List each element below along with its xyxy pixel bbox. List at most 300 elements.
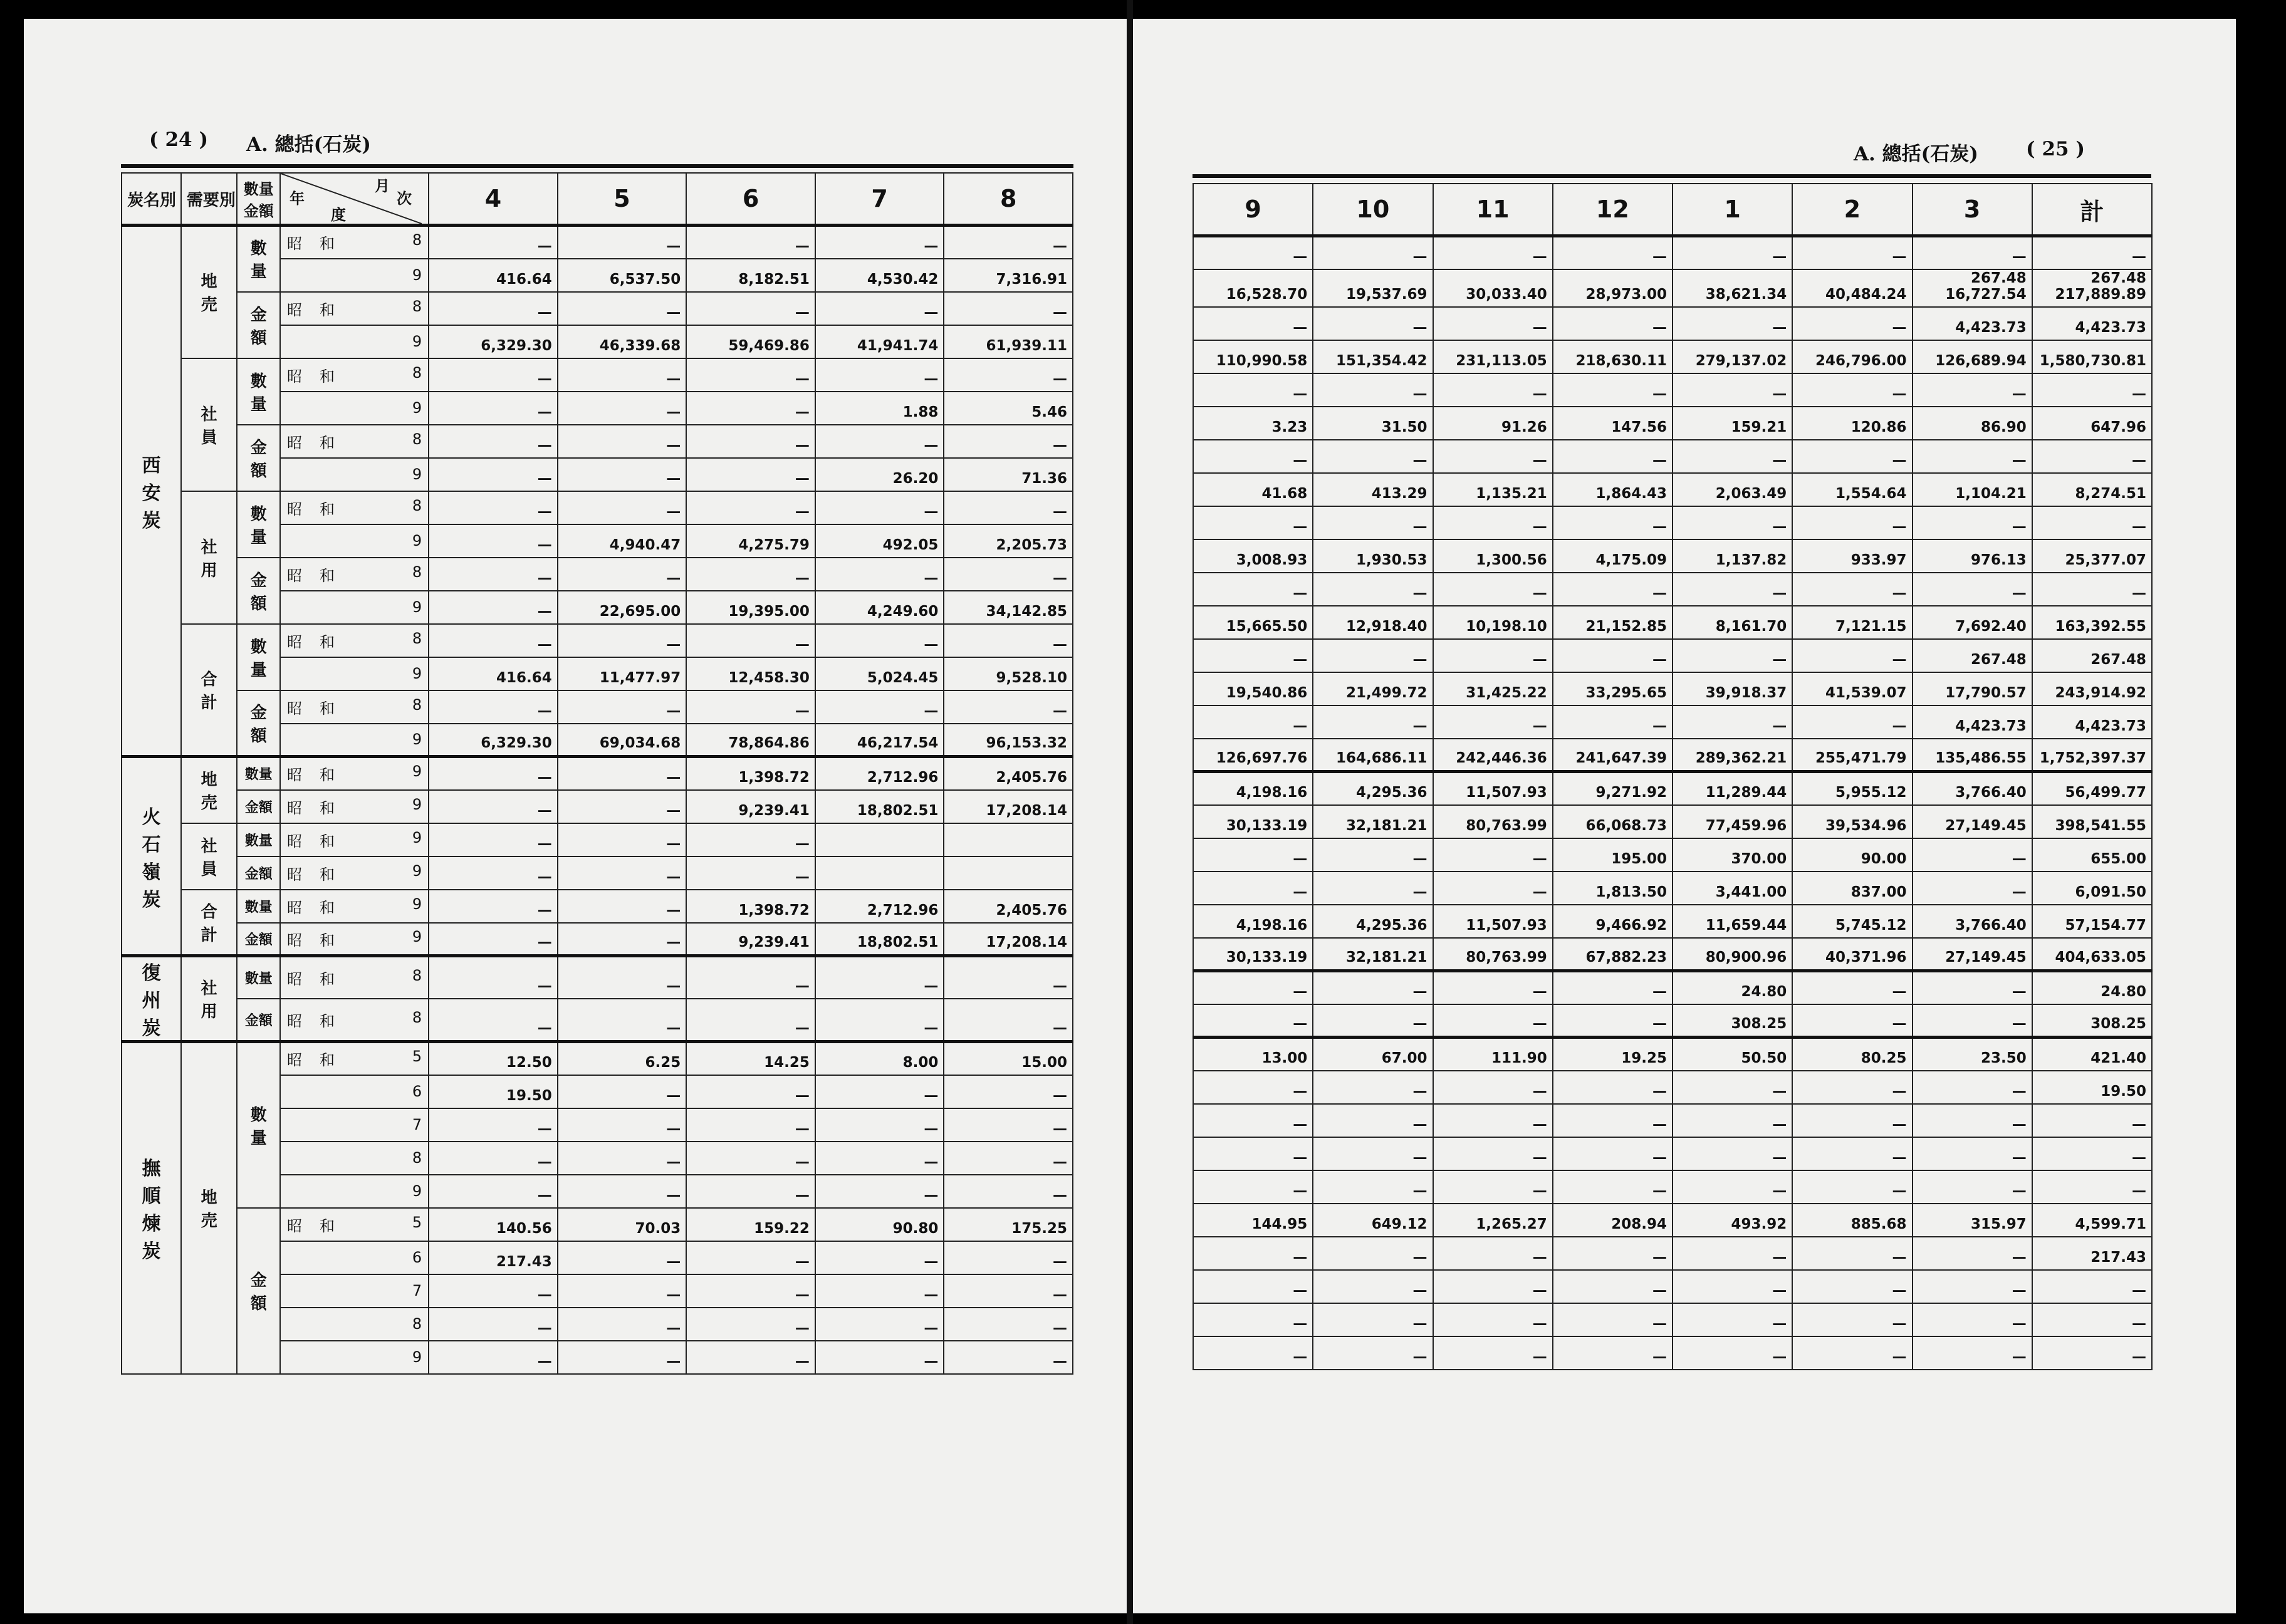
quantity-amount-label: 金額 (237, 790, 280, 823)
cell-value: — (1792, 639, 1912, 672)
cell-value: 6,329.30 (429, 325, 558, 358)
cell-value: — (1313, 1270, 1433, 1303)
cell-value: 8,161.70 (1673, 606, 1792, 639)
quantity-amount-label: 金 額 (237, 292, 280, 358)
cell-value: 5.46 (944, 392, 1073, 425)
cell-value: — (944, 956, 1073, 999)
cell-value: — (815, 558, 944, 591)
cell-value: — (1913, 838, 2032, 872)
era-label: 昭和 (286, 367, 352, 385)
cell-value: 159.21 (1673, 407, 1792, 440)
cell-value: 19.25 (1553, 1038, 1673, 1071)
cell-value: — (815, 1274, 944, 1308)
cell-value: 4,175.09 (1553, 539, 1673, 573)
year-number: 9 (412, 665, 422, 682)
cell-value: — (558, 690, 687, 724)
cell-value: 1.88 (815, 392, 944, 425)
cell-value: — (2032, 1303, 2152, 1336)
cell-value: 144.95 (1193, 1204, 1313, 1237)
cell-value: — (1673, 1270, 1792, 1303)
cell-value: 933.97 (1792, 539, 1912, 573)
cell-value: 208.94 (1553, 1204, 1673, 1237)
cell-value: — (1553, 373, 1673, 407)
table-row (1193, 1071, 2152, 1104)
cell-value: 151,354.42 (1313, 340, 1433, 373)
cell-value: 15.00 (944, 1042, 1073, 1075)
cell-value: — (944, 1241, 1073, 1274)
cell-value: 1,104.21 (1913, 473, 2032, 506)
left-page (24, 19, 1127, 1613)
cell-value: — (1193, 1004, 1313, 1038)
year-label (280, 1108, 429, 1142)
cell-value: — (1792, 1303, 1912, 1336)
table-row (122, 358, 1073, 392)
cell-value: — (815, 1075, 944, 1108)
cell-value: — (686, 292, 815, 325)
cell-value: — (1433, 440, 1553, 473)
year-number: 5 (412, 1048, 422, 1066)
table-row (1193, 905, 2152, 938)
cell-value: — (1193, 1270, 1313, 1303)
cell-value: — (1553, 1170, 1673, 1204)
cell-value: — (1553, 1071, 1673, 1104)
cell-value: 413.29 (1313, 473, 1433, 506)
cell-value: — (429, 358, 558, 392)
cell-value: 21,499.72 (1313, 672, 1433, 705)
cell-value: 17,790.57 (1913, 672, 2032, 705)
year-label (280, 823, 429, 856)
cell-value: 10,198.10 (1433, 606, 1553, 639)
cell-value: 267.48 217,889.89 (2032, 269, 2152, 307)
year-number: 8 (412, 695, 422, 714)
cell-value: — (1913, 1170, 2032, 1204)
cell-value: — (429, 1274, 558, 1308)
cell-value: 1,554.64 (1792, 473, 1912, 506)
cell-value: 21,152.85 (1553, 606, 1673, 639)
cell-value: — (1193, 872, 1313, 905)
cell-value: — (1313, 838, 1433, 872)
table-row (122, 690, 1073, 724)
cell-value: 25,377.07 (2032, 539, 2152, 573)
cell-value: — (1193, 573, 1313, 606)
year-number: 9 (412, 1348, 422, 1366)
table-row (1193, 606, 2152, 639)
cell-value: 59,469.86 (686, 325, 815, 358)
cell-value: — (558, 856, 687, 890)
table-row (1193, 1237, 2152, 1270)
cell-value: — (1913, 1270, 2032, 1303)
left-data-table (121, 172, 1073, 1375)
cell-value: 4,940.47 (558, 524, 687, 558)
year-label (280, 591, 429, 624)
cell-value: — (1913, 1336, 2032, 1370)
cell-value: — (944, 1108, 1073, 1142)
year-label (280, 1042, 429, 1075)
cell-value: — (1913, 506, 2032, 539)
cell-value: 421.40 (2032, 1038, 2152, 1071)
cell-value: — (1553, 236, 1673, 269)
cell-value: 492.05 (815, 524, 944, 558)
cell-value: 61,939.11 (944, 325, 1073, 358)
cell-value: — (815, 690, 944, 724)
cell-value: — (686, 1175, 815, 1208)
quantity-amount-label: 數量 (237, 823, 280, 856)
cell-value: — (944, 624, 1073, 657)
header-month-7: 7 (815, 173, 944, 226)
table-row (1193, 1004, 2152, 1038)
cell-value: — (1673, 1303, 1792, 1336)
cell-value: 11,507.93 (1433, 772, 1553, 805)
cell-value: 30,033.40 (1433, 269, 1553, 307)
cell-value: 17,208.14 (944, 790, 1073, 823)
cell-value: 140.56 (429, 1208, 558, 1241)
cell-value: — (429, 890, 558, 923)
demand-type: 社 員 (181, 358, 237, 491)
year-label (280, 1274, 429, 1308)
cell-value: 126,697.76 (1193, 739, 1313, 772)
header-month-4: 4 (429, 173, 558, 226)
cell-value: — (2032, 1336, 2152, 1370)
cell-value: — (1433, 838, 1553, 872)
header-month-6: 6 (686, 173, 815, 226)
table-row (1193, 307, 2152, 340)
cell-value: — (1193, 1071, 1313, 1104)
cell-value: 416.64 (429, 657, 558, 690)
cell-value: — (1193, 506, 1313, 539)
cell-value: — (686, 425, 815, 458)
cell-value: — (1553, 705, 1673, 739)
cell-value: — (1553, 1270, 1673, 1303)
cell-value: 255,471.79 (1792, 739, 1912, 772)
table-row (122, 425, 1073, 458)
cell-value: 32,181.21 (1313, 805, 1433, 838)
table-row (122, 624, 1073, 657)
cell-value: — (1193, 971, 1313, 1004)
cell-value: — (429, 923, 558, 956)
cell-value: — (686, 856, 815, 890)
year-number: 7 (412, 1282, 422, 1299)
header-ym-1: 月 (374, 177, 390, 195)
right-page-number: ( 25 ) (2026, 138, 2085, 160)
cell-value: — (944, 1175, 1073, 1208)
era-label: 昭和 (286, 898, 352, 917)
cell-value: — (686, 558, 815, 591)
cell-value: 655.00 (2032, 838, 2152, 872)
cell-value: — (1673, 506, 1792, 539)
quantity-amount-label: 金 額 (237, 558, 280, 624)
cell-value: — (1313, 1071, 1433, 1104)
cell-value: — (686, 226, 815, 259)
cell-value: 246,796.00 (1792, 340, 1912, 373)
cell-value: 41.68 (1193, 473, 1313, 506)
book-gutter (1127, 0, 1133, 1624)
cell-value: — (1193, 1170, 1313, 1204)
era-label: 昭和 (286, 301, 352, 319)
cell-value: — (944, 1075, 1073, 1108)
cell-value: — (558, 392, 687, 425)
demand-type: 地 売 (181, 226, 237, 358)
year-number: 7 (412, 1116, 422, 1133)
cell-value: 70.03 (558, 1208, 687, 1241)
cell-value (815, 856, 944, 890)
year-number: 8 (412, 563, 422, 581)
table-row (1193, 1038, 2152, 1071)
cell-value: 308.25 (2032, 1004, 2152, 1038)
right-data-table (1193, 183, 2153, 1370)
cell-value: — (1673, 705, 1792, 739)
quantity-amount-label: 數量 (237, 890, 280, 923)
cell-value: — (1673, 236, 1792, 269)
cell-value: 267.48 (1913, 639, 2032, 672)
table-row (1193, 639, 2152, 672)
year-number: 9 (412, 795, 422, 813)
cell-value: — (1193, 1137, 1313, 1170)
cell-value: 2,063.49 (1673, 473, 1792, 506)
cell-value: — (1673, 1071, 1792, 1104)
cell-value: 67.00 (1313, 1038, 1433, 1071)
cell-value: — (1433, 1303, 1553, 1336)
year-number: 9 (412, 399, 422, 417)
cell-value: 370.00 (1673, 838, 1792, 872)
cell-value: 241,647.39 (1553, 739, 1673, 772)
cell-value: — (944, 1274, 1073, 1308)
cell-value: 4,295.36 (1313, 905, 1433, 938)
header-month-5: 5 (558, 173, 687, 226)
cell-value: — (558, 624, 687, 657)
cell-value: — (1433, 639, 1553, 672)
table-row (1193, 440, 2152, 473)
cell-value: — (1553, 1237, 1673, 1270)
cell-value: 67,882.23 (1553, 938, 1673, 971)
year-label (280, 292, 429, 325)
cell-value: — (686, 1075, 815, 1108)
cell-value: — (815, 624, 944, 657)
quantity-amount-label: 金 額 (237, 425, 280, 491)
cell-value: — (815, 358, 944, 392)
cell-value: — (2032, 1104, 2152, 1137)
cell-value: 649.12 (1313, 1204, 1433, 1237)
cell-value: — (1792, 573, 1912, 606)
cell-value: — (686, 1341, 815, 1374)
cell-value: 3,441.00 (1673, 872, 1792, 905)
cell-value: 2,712.96 (815, 757, 944, 790)
demand-type: 社 員 (181, 823, 237, 890)
cell-value: 31,425.22 (1433, 672, 1553, 705)
year-label (280, 524, 429, 558)
cell-value: 3,766.40 (1913, 905, 2032, 938)
table-row (1193, 772, 2152, 805)
cell-value: 9,239.41 (686, 790, 815, 823)
cell-value: — (1433, 1237, 1553, 1270)
cell-value: 4,249.60 (815, 591, 944, 624)
cell-value: — (558, 358, 687, 392)
table-row (1193, 1104, 2152, 1137)
cell-value: — (1313, 1336, 1433, 1370)
cell-value: — (558, 1142, 687, 1175)
era-label: 昭和 (286, 931, 352, 949)
table-row (1193, 506, 2152, 539)
cell-value: — (429, 999, 558, 1042)
table-row (1193, 739, 2152, 772)
table-row (122, 1208, 1073, 1241)
cell-value: — (1313, 373, 1433, 407)
cell-value: — (558, 790, 687, 823)
table-row (1193, 1336, 2152, 1370)
cell-value: 231,113.05 (1433, 340, 1553, 373)
cell-value: — (944, 690, 1073, 724)
era-label: 昭和 (286, 1051, 352, 1070)
cell-value: — (1313, 573, 1433, 606)
cell-value: 9,466.92 (1553, 905, 1673, 938)
cell-value: 90.00 (1792, 838, 1912, 872)
era-label: 昭和 (286, 633, 352, 651)
cell-value: — (1553, 639, 1673, 672)
cell-value: — (558, 226, 687, 259)
table-row (1193, 1137, 2152, 1170)
cell-value: 4,599.71 (2032, 1204, 2152, 1237)
cell-value: 404,633.05 (2032, 938, 2152, 971)
year-label (280, 558, 429, 591)
cell-value: 80.25 (1792, 1038, 1912, 1071)
cell-value: 2,712.96 (815, 890, 944, 923)
cell-value: 976.13 (1913, 539, 2032, 573)
cell-value: — (429, 524, 558, 558)
cell-value: — (815, 1308, 944, 1341)
cell-value: 19.50 (429, 1075, 558, 1108)
cell-value: — (1313, 506, 1433, 539)
quantity-amount-label: 金額 (237, 923, 280, 956)
header-month-8: 8 (944, 173, 1073, 226)
cell-value: — (1673, 440, 1792, 473)
cell-value: 4,423.73 (2032, 307, 2152, 340)
cell-value: — (1792, 1237, 1912, 1270)
cell-value: — (1193, 1303, 1313, 1336)
year-number: 5 (412, 1213, 422, 1231)
cell-value: — (686, 392, 815, 425)
cell-value: 2,205.73 (944, 524, 1073, 558)
left-top-rule (121, 164, 1073, 168)
year-number: 9 (412, 861, 422, 880)
cell-value: 8,274.51 (2032, 473, 2152, 506)
cell-value: 80,900.96 (1673, 938, 1792, 971)
year-label (280, 999, 429, 1042)
cell-value: — (429, 790, 558, 823)
table-row (122, 823, 1073, 856)
cell-value: — (1193, 307, 1313, 340)
demand-type: 合 計 (181, 890, 237, 956)
era-label: 昭和 (286, 235, 352, 253)
header-coal-type: 炭名別 (122, 173, 181, 226)
year-number: 8 (412, 496, 422, 514)
cell-value: — (558, 491, 687, 524)
cell-value: 19,540.86 (1193, 672, 1313, 705)
cell-value: 243,914.92 (2032, 672, 2152, 705)
cell-value: 46,217.54 (815, 724, 944, 757)
cell-value: — (1913, 1071, 2032, 1104)
cell-value: 120.86 (1792, 407, 1912, 440)
cell-value: — (429, 558, 558, 591)
cell-value: — (1553, 1104, 1673, 1137)
demand-type: 合 計 (181, 624, 237, 757)
cell-value: — (1913, 872, 2032, 905)
cell-value: 1,398.72 (686, 890, 815, 923)
cell-value: — (944, 226, 1073, 259)
header-demand-type: 需要別 (181, 173, 237, 226)
cell-value: — (686, 358, 815, 392)
cell-value: 4,198.16 (1193, 905, 1313, 938)
cell-value: — (944, 999, 1073, 1042)
cell-value: — (558, 999, 687, 1042)
cell-value: 91.26 (1433, 407, 1553, 440)
cell-value: 23.50 (1913, 1038, 2032, 1071)
cell-value: — (1553, 1303, 1673, 1336)
cell-value: 1,752,397.37 (2032, 739, 2152, 772)
cell-value: — (1553, 506, 1673, 539)
cell-value: 6,091.50 (2032, 872, 2152, 905)
year-number: 9 (412, 1182, 422, 1200)
year-number: 9 (412, 828, 422, 846)
table-row (1193, 705, 2152, 739)
year-label (280, 956, 429, 999)
cell-value: — (686, 458, 815, 491)
cell-value: — (2032, 373, 2152, 407)
cell-value: — (686, 1142, 815, 1175)
year-label (280, 724, 429, 757)
cell-value: 86.90 (1913, 407, 2032, 440)
cell-value: — (1313, 1303, 1433, 1336)
year-label (280, 1208, 429, 1241)
cell-value: 15,665.50 (1193, 606, 1313, 639)
year-label (280, 1075, 429, 1108)
year-label (280, 890, 429, 923)
year-label (280, 1241, 429, 1274)
cell-value: — (1913, 1237, 2032, 1270)
cell-value: 7,692.40 (1913, 606, 2032, 639)
cell-value: — (1433, 1004, 1553, 1038)
cell-value: — (558, 956, 687, 999)
cell-value: 50.50 (1673, 1038, 1792, 1071)
cell-value: — (1913, 236, 2032, 269)
cell-value: 7,316.91 (944, 259, 1073, 292)
cell-value: — (1553, 1336, 1673, 1370)
era-label: 昭和 (286, 1217, 352, 1235)
cell-value: 6,537.50 (558, 259, 687, 292)
cell-value: — (2032, 506, 2152, 539)
year-label (280, 657, 429, 690)
cell-value: 308.25 (1673, 1004, 1792, 1038)
cell-value: — (429, 690, 558, 724)
cell-value: — (558, 425, 687, 458)
cell-value: — (429, 1142, 558, 1175)
cell-value: 41,539.07 (1792, 672, 1912, 705)
cell-value: 66,068.73 (1553, 805, 1673, 838)
cell-value: 12,458.30 (686, 657, 815, 690)
cell-value: — (1313, 236, 1433, 269)
cell-value: — (1673, 307, 1792, 340)
cell-value: — (429, 392, 558, 425)
table-row (122, 1042, 1073, 1075)
cell-value: — (2032, 440, 2152, 473)
cell-value: — (1193, 639, 1313, 672)
cell-value: — (429, 1175, 558, 1208)
cell-value: 289,362.21 (1673, 739, 1792, 772)
cell-value: — (1433, 373, 1553, 407)
cell-value: 39,534.96 (1792, 805, 1912, 838)
cell-value: 6.25 (558, 1042, 687, 1075)
era-label: 昭和 (286, 566, 352, 585)
demand-type: 社 用 (181, 956, 237, 1042)
cell-value: 39,918.37 (1673, 672, 1792, 705)
